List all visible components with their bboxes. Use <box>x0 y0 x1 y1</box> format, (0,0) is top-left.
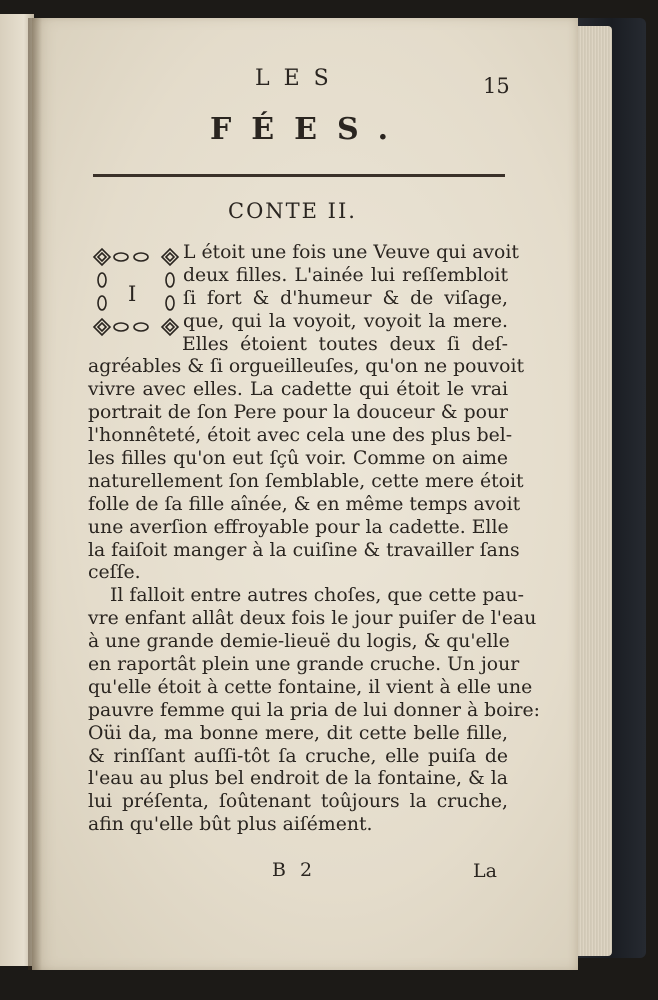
running-head: LES <box>255 66 343 91</box>
text-line: L étoit une fois une Veuve qui avoit <box>183 242 519 263</box>
text-line: les filles qu'on eut ſçû voir. Comme on aime <box>88 448 508 470</box>
page-title: FÉES. <box>210 112 409 147</box>
text-line: agréables & ſi orgueilleuſes, qu'on ne pouvoit <box>88 356 525 378</box>
text-line: ſi fort & d'humeur & de viſage, <box>183 287 508 309</box>
text-line: & rinſſant auſſi-tôt ſa cruche, elle puiſa de <box>88 745 508 767</box>
text-line: en raportât plein une grande cruche. Un jour <box>88 654 520 676</box>
text-line: portrait de ſon Pere pour la douceur & pour <box>88 402 508 424</box>
title-rule <box>93 174 505 177</box>
text-line: folle de ſa fille aînée, & en même temps avoit <box>88 493 521 515</box>
page-number: 15 <box>483 74 510 98</box>
text-line: que, qui la voyoit, voyoit la mere. <box>183 310 508 332</box>
text-line: Il falloit entre autres choſes, que cette pau- <box>110 585 524 607</box>
text-line: Elles étoient toutes deux ſi deſ- <box>182 333 508 355</box>
gutter-shadow <box>28 18 42 970</box>
text-line: la faiſoit manger à la cuiſine & travailler ſans <box>88 539 520 561</box>
text-line: pauvre femme qui la pria de lui donner à boire: <box>88 699 540 721</box>
text-line: l'honnêteté, étoit avec cela une des plus bel- <box>88 425 513 447</box>
text-line: Oüi da, ma bonne mere, dit cette belle fille, <box>88 722 508 744</box>
drop-cap-letter: I <box>128 282 137 306</box>
tale-heading: CONTE II. <box>228 199 357 223</box>
text-line: naturellement ſon ſemblable, cette mere étoit <box>88 470 524 492</box>
text-body <box>88 242 540 837</box>
text-line: une averſion effroyable pour la cadette. Elle <box>88 516 509 538</box>
text-line: lui préſenta, ſoûtenant toûjours la cruche, <box>88 791 508 813</box>
text-line: à une grande demie-lieuë du logis, & qu'elle <box>88 631 510 653</box>
text-line: qu'elle étoit à cette fontaine, il vient à elle une <box>88 676 533 698</box>
text-line: ceſſe. <box>88 562 141 584</box>
text-line: vivre avec elles. La cadette qui étoit le vrai <box>88 379 508 401</box>
text-line: vre enfant allât deux fois le jour puiſer de l'eau <box>88 608 537 630</box>
signature-mark: B 2 <box>272 859 317 881</box>
catchword: La <box>473 860 497 882</box>
text-line: afin qu'elle bût plus aiſément. <box>88 814 373 836</box>
text-line: deux filles. L'ainée lui reſſembloit <box>183 264 508 286</box>
text-line: l'eau au plus bel endroit de la fontaine, & la <box>88 768 508 790</box>
